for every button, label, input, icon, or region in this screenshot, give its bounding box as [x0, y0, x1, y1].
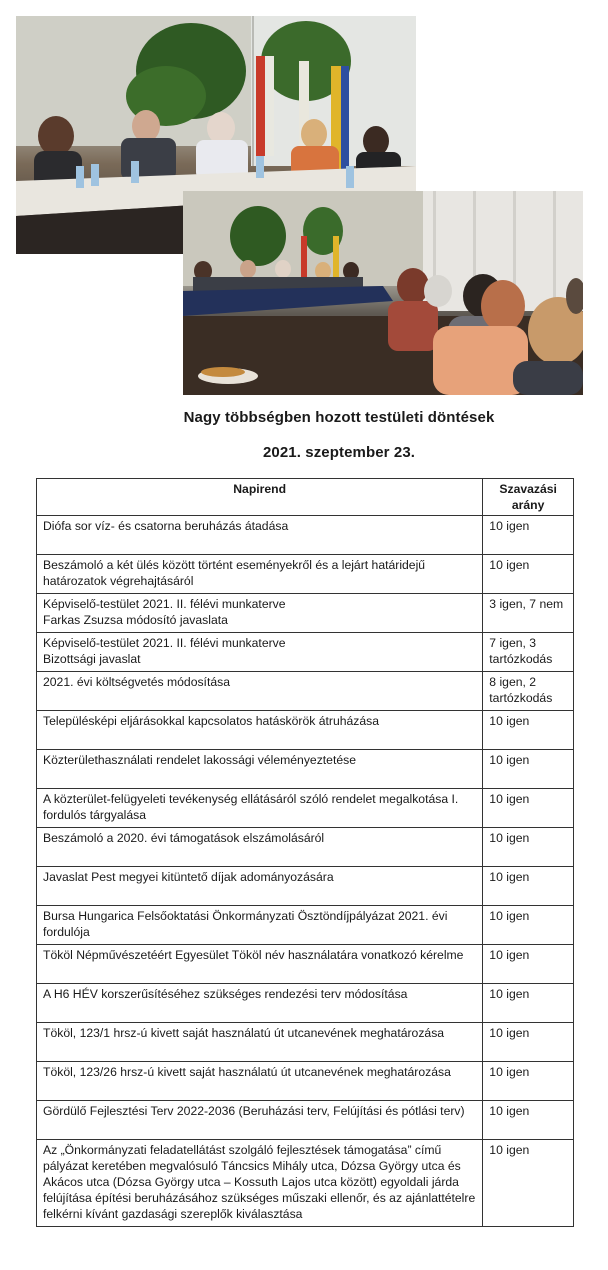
- table-row: [37, 594, 574, 633]
- vote-ratio: 10 igen: [483, 828, 574, 867]
- vote-ratio: 10 igen: [483, 945, 574, 984]
- vote-ratio: 10 igen: [483, 1101, 574, 1140]
- vote-ratio: 10 igen: [483, 1062, 574, 1101]
- table-row: [37, 672, 574, 711]
- table-row: [37, 1101, 574, 1140]
- agenda-topic: Az „Önkormányzati feladatellátást szolgáló fejlesztések támogatása” című pályázat keretében megvalósuló Táncsics Mihály utca, Dózsa György utca és Akácos utca (Dózsa György utca – Kossuth Lajos utca között) egyoldali járda felújítása építési beruházásához szükséges műszaki ellenőr, és az ajánlattételre felkérni kívánt gazdasági szereplők kiválasztása: [37, 1140, 483, 1227]
- agenda-topic: Javaslat Pest megyei kitüntető díjak adományozására: [37, 867, 483, 906]
- agenda-topic: A közterület-felügyeleti tevékenység ellátásáról szóló rendelet megalkotása I. fordulós tárgyalása: [37, 789, 483, 828]
- table-row: [37, 789, 574, 828]
- table-row: [37, 711, 574, 750]
- agenda-topic: Diófa sor víz- és csatorna beruházás átadása: [37, 516, 483, 555]
- agenda-topic: Gördülő Fejlesztési Terv 2022-2036 (Beruházási terv, Felújítási és pótlási terv): [37, 1101, 483, 1140]
- table-row: [37, 906, 574, 945]
- vote-ratio: 10 igen: [483, 789, 574, 828]
- table-row: [37, 984, 574, 1023]
- vote-ratio: 10 igen: [483, 555, 574, 594]
- agenda-topic: Tököl Népművészetéért Egyesület Tököl név használatára vonatkozó kérelme: [37, 945, 483, 984]
- table-row: [37, 945, 574, 984]
- agenda-topic: Tököl, 123/1 hrsz-ú kivett saját használatú út utcanevének meghatározása: [37, 1023, 483, 1062]
- agenda-topic: Bursa Hungarica Felsőoktatási Önkormányzati Ösztöndíjpályázat 2021. évi fordulója: [37, 906, 483, 945]
- vote-ratio: 10 igen: [483, 1140, 574, 1227]
- agenda-topic: Tököl, 123/26 hrsz-ú kivett saját használatú út utcanevének meghatározása: [37, 1062, 483, 1101]
- meeting-date: 2021. szeptember 23.: [262, 444, 416, 461]
- agenda-topic: Beszámoló a 2020. évi támogatások elszámolásáról: [37, 828, 483, 867]
- agenda-topic: Képviselő-testület 2021. II. félévi munkaterve Farkas Zsuzsa módosító javaslata: [37, 594, 483, 633]
- vote-ratio: 3 igen, 7 nem: [483, 594, 574, 633]
- vote-ratio: 7 igen, 3 tartózkodás: [483, 633, 574, 672]
- agenda-topic: Településképi eljárásokkal kapcsolatos hatáskörök átruházása: [37, 711, 483, 750]
- vote-ratio: 8 igen, 2 tartózkodás: [483, 672, 574, 711]
- page-title: Nagy többségben hozott testületi döntések: [183, 409, 495, 426]
- vote-ratio: 10 igen: [483, 711, 574, 750]
- vote-ratio: 10 igen: [483, 867, 574, 906]
- agenda-topic: 2021. évi költségvetés módosítása: [37, 672, 483, 711]
- table-row: [37, 633, 574, 672]
- meeting-photo-2: [183, 191, 583, 395]
- agenda-topic: Képviselő-testület 2021. II. félévi munkaterve Bizottsági javaslat: [37, 633, 483, 672]
- table-row: [37, 1062, 574, 1101]
- vote-ratio: 10 igen: [483, 1023, 574, 1062]
- table-body: [37, 516, 574, 1227]
- agenda-topic: Beszámoló a két ülés között történt eseményekről és a lejárt határidejű határozatok végrehajtásáról: [37, 555, 483, 594]
- table-row: [37, 555, 574, 594]
- meeting-photo-2-drawing: [183, 191, 583, 395]
- agenda-topic: Közterülethasználati rendelet lakossági véleményeztetése: [37, 750, 483, 789]
- table-header-row: [37, 479, 574, 516]
- table-row: [37, 1140, 574, 1227]
- header-vote: Szavazási arány: [483, 479, 574, 516]
- vote-ratio: 10 igen: [483, 906, 574, 945]
- vote-ratio: 10 igen: [483, 750, 574, 789]
- table-row: [37, 867, 574, 906]
- header-topic: Napirend: [37, 479, 483, 516]
- agenda-topic: A H6 HÉV korszerűsítéséhez szükséges rendezési terv módosítása: [37, 984, 483, 1023]
- table-row: [37, 516, 574, 555]
- decisions-table: [36, 478, 574, 1227]
- table-row: [37, 750, 574, 789]
- table-row: [37, 1023, 574, 1062]
- vote-ratio: 10 igen: [483, 984, 574, 1023]
- table-row: [37, 828, 574, 867]
- vote-ratio: 10 igen: [483, 516, 574, 555]
